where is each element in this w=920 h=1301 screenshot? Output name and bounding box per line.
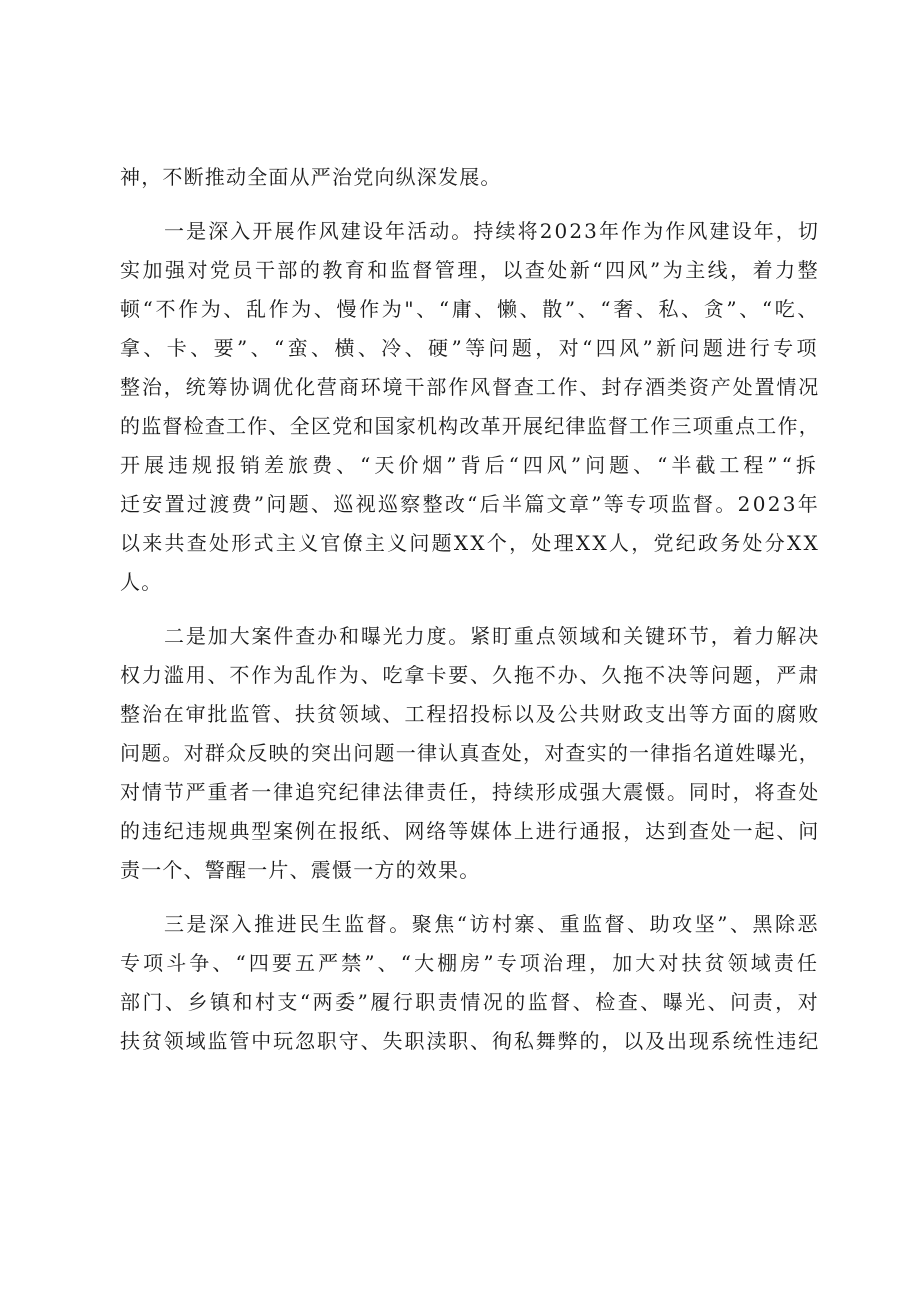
text-line: 以来共查处形式主义官僚主义问题XX个，处理XX人，党纪政务处分XX xyxy=(120,531,820,555)
text-line: 部门、乡镇和村支“两委”履行职责情况的监督、检查、曝光、问责，对 xyxy=(120,990,820,1014)
text-line: 顿“不作为、乱作为、慢作为"、“庸、懒、散”、“奢、私、贪”、“吃、 xyxy=(120,297,820,321)
text-line: 整治在审批监管、扶贫领域、工程招投标以及公共财政支出等方面的腐败 xyxy=(120,702,820,726)
text-line: 拿、卡、要”、“蛮、横、冷、硬”等问题，对“四风”新问题进行专项 xyxy=(120,336,820,360)
text-line: 三是深入推进民生监督。聚焦“访村寨、重监督、助攻坚”、黑除恶 xyxy=(164,912,820,936)
text-line: 对情节严重者一律追究纪律法律责任，持续形成强大震慑。同时，将查处 xyxy=(120,780,820,804)
paragraph-work-style xyxy=(120,212,820,602)
paragraph-livelihood-supervision xyxy=(120,905,820,1061)
text-line: 扶贫领域监管中玩忽职守、失职渎职、徇私舞弊的，以及出现系统性违纪 xyxy=(120,1029,820,1053)
text-line: 迁安置过渡费”问题、巡视巡察整改“后半篇文章”等专项监督。2023年 xyxy=(120,492,820,516)
paragraph-continuation xyxy=(120,158,820,197)
text-line: 二是加大案件查办和曝光力度。紧盯重点领域和关键环节，着力解决 xyxy=(164,624,820,648)
text-line: 一是深入开展作风建设年活动。持续将2023年作为作风建设年，切 xyxy=(164,219,820,243)
text-line: 人。 xyxy=(120,570,163,594)
text-line: 的监督检查工作、全区党和国家机构改革开展纪律监督工作三项重点工作， xyxy=(120,414,820,438)
paragraph-case-handling xyxy=(120,617,820,890)
text-line: 实加强对党员干部的教育和监督管理，以查处新“四风”为主线，着力整 xyxy=(120,258,820,282)
text-line: 开展违规报销差旅费、“天价烟”背后“四风”问题、“半截工程”“拆 xyxy=(120,453,820,477)
text-line: 整治，统筹协调优化营商环境干部作风督查工作、封存酒类资产处置情况 xyxy=(120,375,820,399)
text-line: 权力滥用、不作为乱作为、吃拿卡要、久拖不办、久拖不决等问题，严肃 xyxy=(120,663,820,687)
text-line: 的违纪违规典型案例在报纸、网络等媒体上进行通报，达到查处一起、问 xyxy=(120,819,820,843)
text-line: 神，不断推动全面从严治党向纵深发展。 xyxy=(120,165,502,189)
text-line: 责一个、警醒一片、震慑一方的效果。 xyxy=(120,858,481,882)
text-line: 专项斗争、“四要五严禁”、“大棚房”专项治理，加大对扶贫领域责任 xyxy=(120,951,820,975)
text-line: 问题。对群众反映的突出问题一律认真查处，对查实的一律指名道姓曝光， xyxy=(120,741,820,765)
document-body xyxy=(120,158,820,1061)
